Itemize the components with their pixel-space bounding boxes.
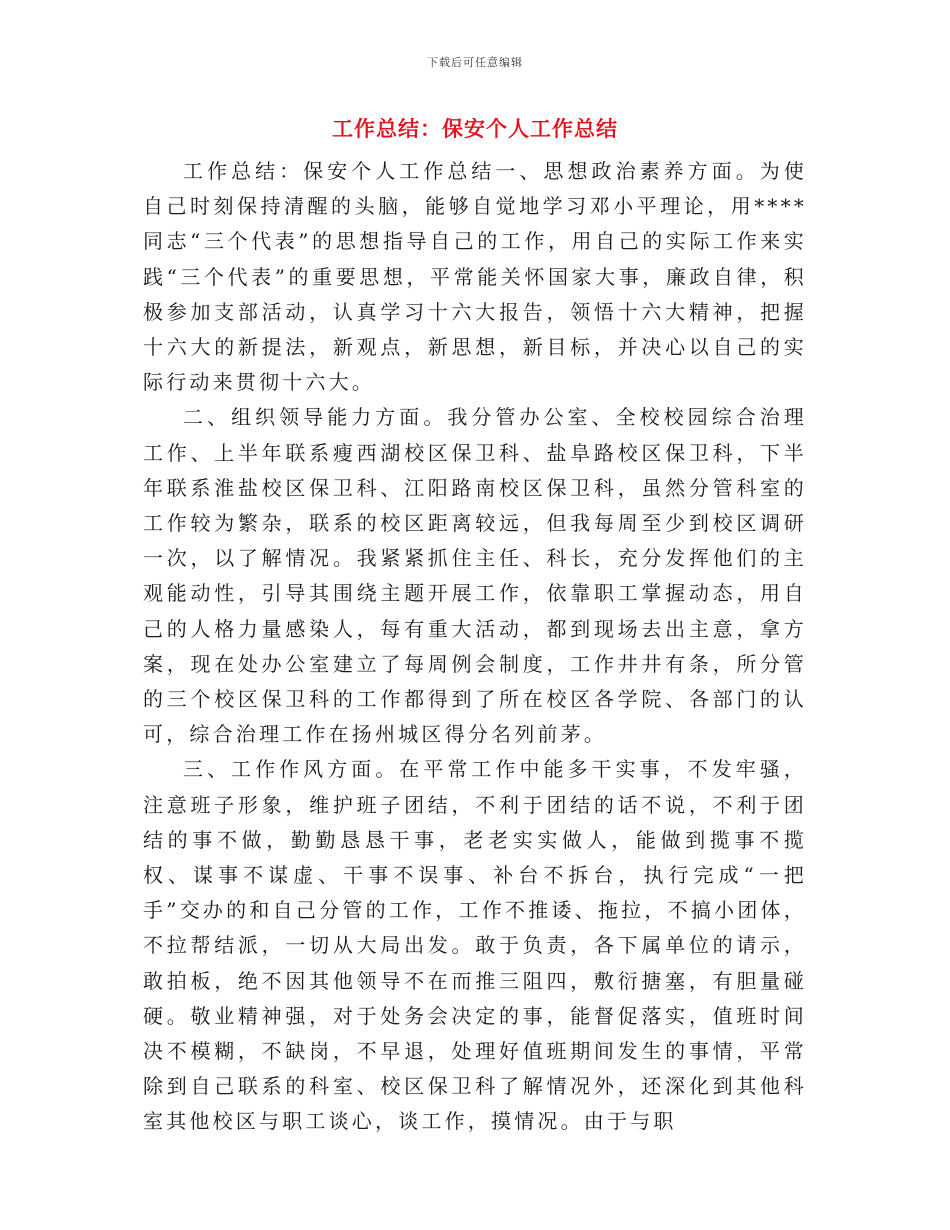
paragraph-3: 三、工作作风方面。在平常工作中能多干实事，不发牢骚，注意班子形象，维护班子团结，不利于团结的话不说，不利于团结的事不做，勤勤恳恳干事，老老实实做人，能做到揽事不揽权、谋事不谋虚、干事不误事、补台不拆台，执行完成“一把手”交办的和自己分管的工作，工作不推诿、拖拉，不搞小团体，不拉帮结派，一切从大局出发。敢于负责，各下属单位的请示，敢拍板，绝不因其他领导不在而推三阻四，敷衍搪塞，有胆量碰硬。敬业精神强，对于处务会决定的事，能督促落实，值班时间决不模糊，不缺岗，不早退，处理好值班期间发生的事情，平常除到自己联系的科室、校区保卫科了解情况外，还深化到其他科室其他校区与职工谈心，谈工作，摸情况。由于与职 — [143, 757, 807, 1134]
paragraph-2: 二、组织领导能力方面。我分管办公室、全校校园综合治理工作、上半年联系瘦西湖校区保卫科、盐阜路校区保卫科，下半年联系淮盐校区保卫科、江阳路南校区保卫科，虽然分管科室的工作较为繁杂，联系的校区距离较远，但我每周至少到校区调研一次，以了解情况。我紧紧抓住主任、科长，充分发挥他们的主观能动性，引导其围绕主题开展工作，依靠职工掌握动态，用自己的人格力量感染人，每有重大活动，都到现场去出主意，拿方案，现在处办公室建立了每周例会制度，工作井井有条，所分管的三个校区保卫科的工作都得到了所在校区各学院、各部门的认可，综合治理工作在扬州城区得分名列前茅。 — [143, 405, 807, 747]
document-title: 工作总结：保安个人工作总结 — [332, 116, 618, 141]
document-body — [143, 154, 807, 1140]
header-note: 下载后可任意编辑 — [427, 56, 523, 69]
paragraph-1: 工作总结：保安个人工作总结一、思想政治素养方面。为使自己时刻保持清醒的头脑，能够自觉地学习邓小平理论，用****同志“三个代表”的思想指导自己的工作，用自己的实际工作来实践“三个代表”的重要思想，平常能关怀国家大事，廉政自律，积极参加支部活动，认真学习十六大报告，领悟十六大精神，把握十六大的新提法，新观点，新思想，新目标，并决心以自己的实际行动来贯彻十六大。 — [143, 159, 807, 395]
